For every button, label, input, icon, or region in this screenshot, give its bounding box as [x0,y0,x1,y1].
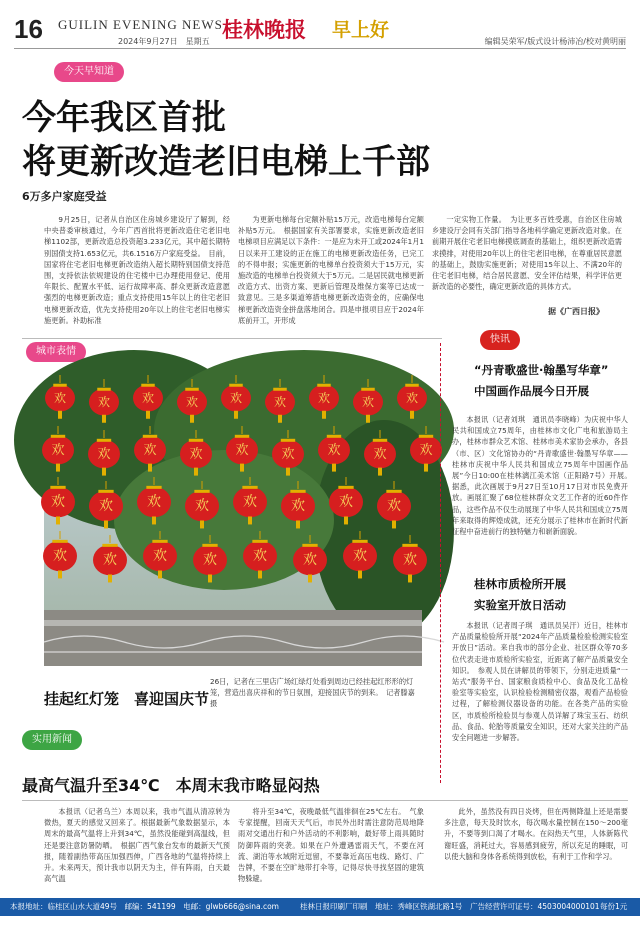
svg-text:欢: 欢 [403,552,417,568]
svg-text:欢: 欢 [327,443,341,458]
svg-text:欢: 欢 [99,498,113,514]
svg-text:欢: 欢 [317,391,331,405]
svg-text:欢: 欢 [361,395,375,409]
news-1-body [452,414,636,550]
paper-logo: 桂林晚报 [222,17,306,42]
news-2-title-line-1: 桂林市质检所开展 [474,577,566,591]
page-number: 16 [14,14,43,44]
svg-text:欢: 欢 [103,552,117,568]
lead-column-3 [432,214,622,306]
weather-column-2 [238,806,424,896]
svg-text:欢: 欢 [273,395,287,409]
section-name: 早上好 [332,19,390,41]
subheadline: 6万多户家庭受益 [22,190,107,203]
headline-line-1: 今年我区首批 [22,98,226,138]
svg-text:欢: 欢 [141,391,155,405]
lead-source: 据《广西日报》 [548,307,604,316]
footer-address: 本报地址：临桂区山水大道49号 邮编：541199 电邮：glwb666@sina.com [10,902,279,911]
section-tag-city: 城市表情 [26,342,86,362]
lead-bottom-rule [22,338,442,339]
svg-text:欢: 欢 [303,552,317,568]
weather-headline: 最高气温升至34℃ 本周末我市略显闷热 [22,776,320,795]
section-tag-practical: 实用新闻 [22,730,82,750]
photo-title: 挂起红灯笼 喜迎国庆节 [44,690,210,708]
footer-bar [0,898,640,916]
svg-text:欢: 欢 [243,494,257,510]
svg-text:欢: 欢 [235,443,249,458]
svg-text:欢: 欢 [281,447,295,462]
footer-price: 每份1元 [600,902,628,911]
headline-line-2: 将更新改造老旧电梯上千部 [22,142,430,182]
svg-text:欢: 欢 [53,391,67,405]
news-1-title-line-1: “丹青歌盛世·翰墨写华章” [474,363,609,377]
svg-text:欢: 欢 [97,395,111,409]
svg-text:欢: 欢 [229,391,243,405]
footer-printer: 桂林日报印刷厂印刷 地址：秀峰区铁湖北路1号 [300,902,463,911]
news-2-title-line-2: 实验室开放日活动 [474,598,566,612]
lanterns-illustration [44,380,433,666]
svg-text:欢: 欢 [419,443,433,458]
svg-text:欢: 欢 [203,552,217,568]
weather-column-1-text: 本报讯（记者乌兰）本周以来，我市气温从清凉转为微热，夏天的感觉又回来了。根据最新气象数据显示，本周末的最高气温将上升到34℃，虽然没能碰到高温线，但还是要注意防暑防晒。 根据广西气象台发布的最新天气预报，随着副热带高压加强西伸，广西各地的气温将持续上升。未来两天，预计我市以阴天为主，伴有阵雨，白天最高气温 [44,807,230,884]
svg-text:欢: 欢 [53,548,67,564]
weather-column-2-text: 将升至34℃，夜晚最低气温徘徊在25℃左右。 气象专家提醒，回南天天气后，市民外出时需注意防范局地降雨对交通出行和户外活动的不利影响，最好带上雨具随时防御阵雨的突袭。如果在户外遭遇雷雨天气，不要在河流、湖泊等水域附近逗留，不要靠近高压电线、路灯、广告牌，不要在空旷地带打伞等，记得尽快寻找坚固的建筑物躲避。 [238,807,424,884]
news-2-title [474,574,566,616]
lead-column-2 [238,214,424,338]
weather-column-3-text: 此外，虽然没有四日炎烤，但在两侧降温上还是需要多注意，每天及时饮水，每次喝水量控制在150～200毫升，不要等到口渴了才喝水。在闷热天气里，人体新陈代谢旺盛，消耗过大，容易感到疲劳，所以充足的睡眠，可以使大脑和身体各系统得到放松，有利于工作和学习。 [444,807,628,861]
svg-text:欢: 欢 [405,391,419,405]
svg-text:欢: 欢 [373,447,387,462]
lead-column-1 [44,214,230,338]
svg-text:欢: 欢 [353,548,367,564]
svg-text:欢: 欢 [153,548,167,564]
footer-license: 广告经营许可证号：4503004000101 [470,902,600,911]
svg-text:欢: 欢 [185,395,199,409]
editor-credits: 编辑吴荣军/版式设计杨沛冶/校对黄明丽 [484,37,626,46]
lead-column-3-text: 一定实物工作量。 为让更多百姓受惠，自治区住房城乡建设厅会同有关部门指导各地科学确定更新改造对象。在前期开展住宅老旧电梯摸底调查的基础上，组织更新改造需求摸排，对使用20年以上的住宅老旧电梯，在尊重居民意愿的基础上，鼓励实施更新；对使用15年以上、不满20年的住宅老旧电梯，结合居民意愿、安全评估结果，科学评估更新改造的必要性，确定更新改造的具体方式。 [432,215,622,292]
section-tag-flash: 快讯 [480,330,520,350]
svg-text:欢: 欢 [339,494,353,510]
svg-text:欢: 欢 [97,447,111,462]
svg-text:欢: 欢 [147,494,161,510]
lanterns-photo [44,380,433,666]
svg-text:欢: 欢 [195,498,209,514]
news-1-title-line-2: 中国画作品展今日开展 [474,384,589,398]
svg-text:欢: 欢 [253,548,267,564]
lead-column-2-text: 为更新电梯每台定额补贴15万元，改造电梯每台定额补贴5万元。 根据国家有关部署要求，实施更新改造老旧电梯项目应满足以下条件：一是应为未开工或2024年1月1日以来开工建设的正在施工的电梯更新改造任务，已完工的不得申报；实施更新的电梯单台投资须大于15万元，实施改造的电梯单台投资须大于5万元。二是居民就电梯更新改造方式、出资方案、更新后管理及维保方案等已达成一致意见。三是多渠道筹措电梯更新改造资金的，应确保电梯更新改造资金拼盘落地闭合。四是申报项目应于2024年底前开工，开形成 [238,215,424,325]
publication-date: 2024年9月27日 星期五 [118,37,210,46]
weather-column-3 [444,806,628,896]
lead-column-1-text: 9月25日，记者从自治区住房城乡建设厅了解到，经中央普委审核通过，今年广西首批将更新改造住宅老旧电梯1102部，更新改造总投资超3.233亿元，其中超长期特别国债支持1.653亿元，共6.1516万户家庭受益。 目前，国家将住宅老旧电梯更新改造纳入超长期特别国债支持范围，支持依法依规建设的住宅楼中已办理使用登记、使用年限长、配置水平低、运行故障率高、群众更新改造意愿强烈的电梯更新改造；重点支持使用15年以上的住宅老旧电梯更新改造，优先支持使用20年以上的住宅老旧电梯实施更新。补助标准 [44,215,230,325]
svg-text:欢: 欢 [189,447,203,462]
photo-caption: 26日，记者在三里店广场红绿灯处看到周边已经挂起红形形的灯笼，营造出喜庆祥和的节日氛围，迎接国庆节的到来。 记者滕嘉 摄 [210,677,423,708]
svg-text:欢: 欢 [51,494,65,510]
weather-rule [22,800,628,801]
news-2-body-text: 本报讯（记者周子琪 通讯员吴汗）近日，桂林市产品质量检验所开展“2024年产品质量检验检测实验室开放日”活动。来自我市的部分企业、社区群众等70多位代表走进市质检所实验室，近距离了解产品质量安全知识。 参观人员在讲解员的带领下，分别走进质量“一站式”服务平台、国家粮食质检中心、食品及化工品检验室等实验室，认识检验检测精密仪器，观看产品检验过程，了解检测仪器设备的功能。在各类产品的实验区，市质检所检验员与参观人员详解了珠宝玉石、纺织品、食品、轮胎等质量安全知识，还对大家关注的产品安全问题进一步解答。 [452,621,628,743]
masthead [0,0,640,50]
news-divider [440,343,441,783]
svg-text:欢: 欢 [291,498,305,514]
masthead-divider [14,48,626,49]
news-1-body-text: 本报讯（记者刘琪 通讯员李晓峰）为庆祝中华人民共和国成立75周年，由桂林市文化广电和旅游局主办，桂林市群众艺术馆、桂林市美术家协会承办，各县（市、区）文化馆协办的“丹青歌盛世·翰墨写华章——桂林市庆祝中华人民共和国成立75周年中国画作品展”今日10:00在桂林漓江美术馆（正阳路7号）开展。 据悉，此次画展于9月27日至10月17日对市民免费开放。画展汇聚了68位桂林群众文艺工作者的近60件作品，这些作品不仅生动展现了中华人民共和国成立75周年来取得的辉煌成就，还充分展示了桂林市在新时代新征程中奋进前行的独特魅力和崭新面貌。 [452,415,636,537]
svg-text:欢: 欢 [51,443,65,458]
news-1-title [474,360,608,402]
news-2-body [452,620,628,768]
weather-column-1 [44,806,230,896]
svg-text:欢: 欢 [387,498,401,514]
section-tag-today: 今天早知道 [54,62,124,82]
paper-name-en: GUILIN EVENING NEWS [58,17,223,32]
svg-text:欢: 欢 [143,443,157,458]
